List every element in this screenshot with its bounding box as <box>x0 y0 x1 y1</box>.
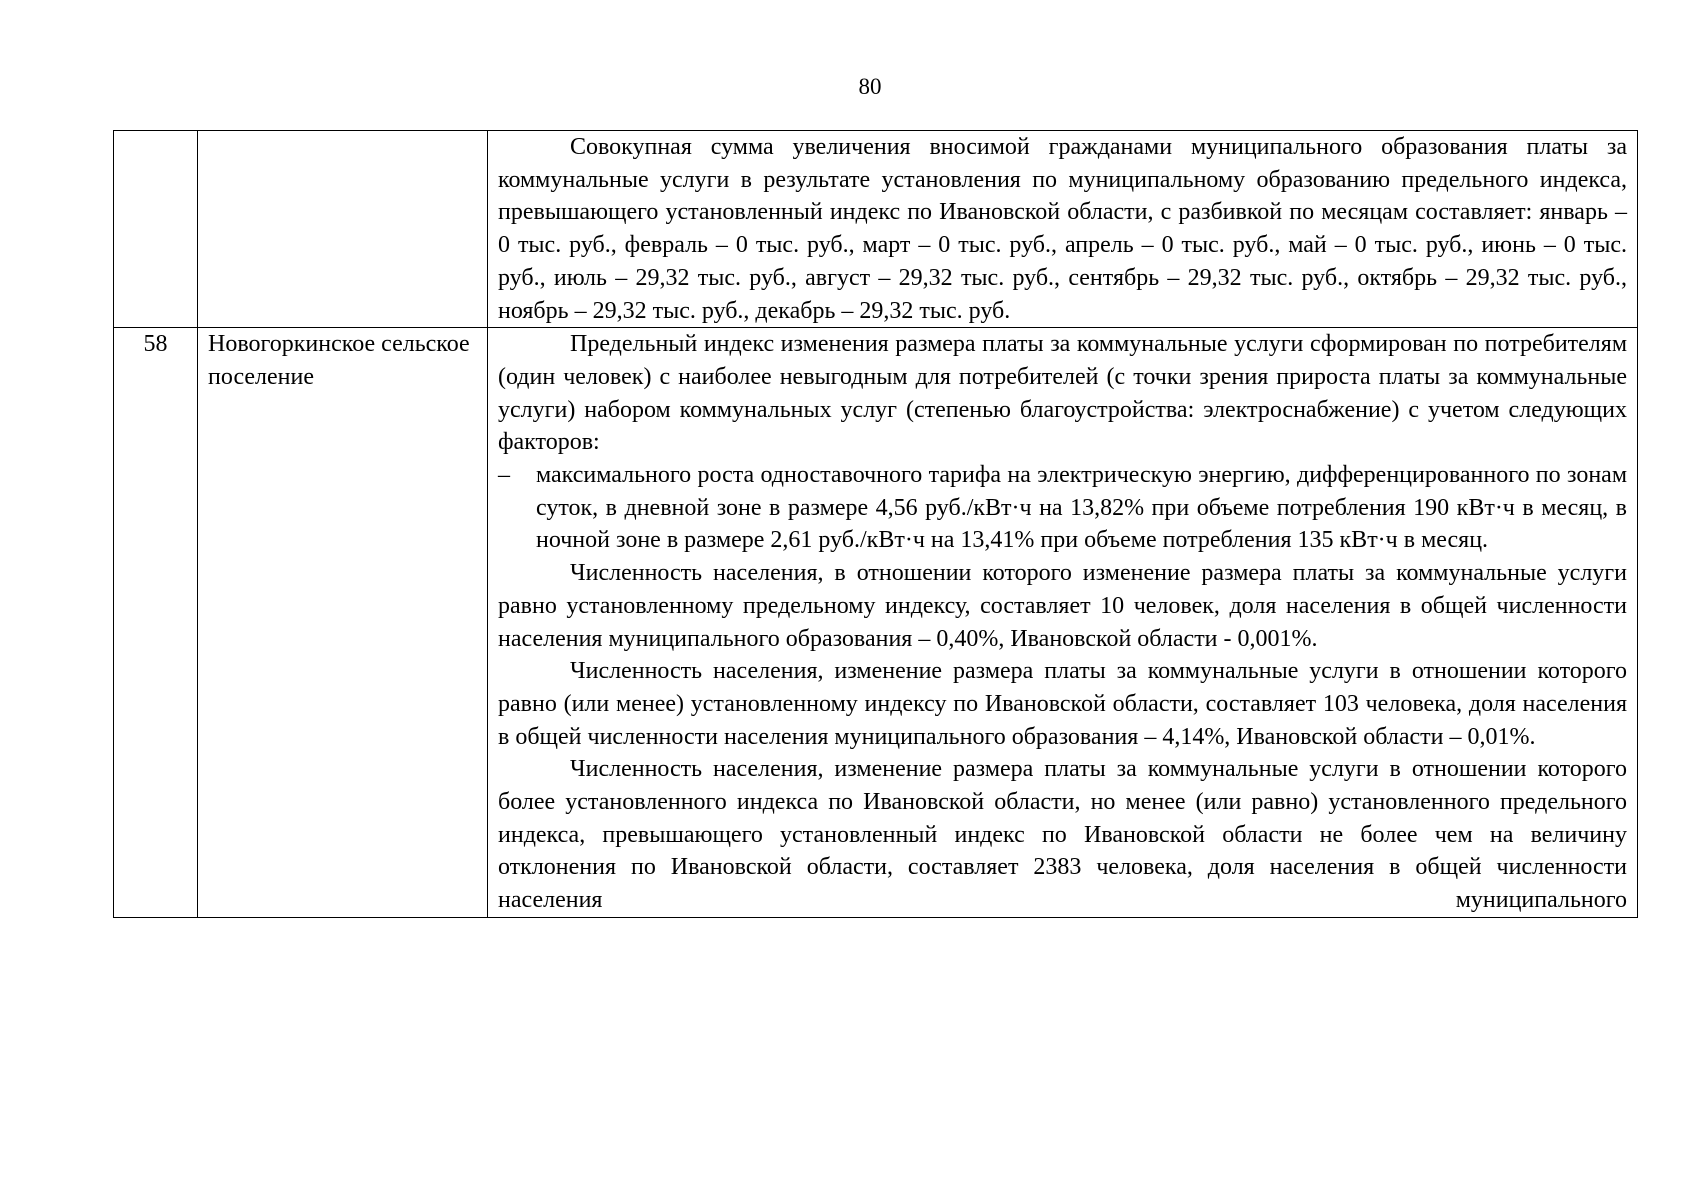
row-number-cell <box>114 131 198 328</box>
population-equal-limit-paragraph: Численность населения, в отношении которого изменение размера платы за коммунальные услуги равно установленному предельному индексу, составляет 10 человек, доля населения в общей численности населения муниципального образования – 0,40%, Ивановской области - 0,001%. <box>498 560 1627 652</box>
description-cell <box>488 131 1638 328</box>
total-increase-paragraph: Совокупная сумма увеличения вносимой гражданами муниципального образования платы за коммунальные услуги в результате установления по муниципальному образованию предельного индекса, превышающего установленный индекс по Ивановской области, с разбивкой по месяцам составляет: январь – 0 тыс. руб., февраль – 0 тыс. руб., март – 0 тыс. руб., апрель – 0 тыс. руб., май – 0 тыс. руб., июнь – 0 тыс. руб., июль – 29,32 тыс. руб., август – 29,32 тыс. руб., сентябрь – 29,32 тыс. руб., октябрь – 29,32 тыс. руб., ноябрь – 29,32 тыс. руб., декабрь – 29,32 тыс. руб. <box>498 134 1627 324</box>
factor-text: максимального роста одноставочного тарифа на электрическую энергию, дифференцированного по зонам суток, в дневной зоне в размере 4,56 руб./кВт·ч на 13,82% при объеме потребления 190 кВт·ч в месяц, в ночной зоне в размере 2,61 руб./кВт·ч на 13,41% при объеме потребления 135 кВт·ч в месяц. <box>536 462 1627 554</box>
municipality-name-cell <box>198 131 488 328</box>
index-intro-paragraph: Предельный индекс изменения размера платы за коммунальные услуги сформирован по потребителям (один человек) с наиболее невыгодным для потребителей (с точки зрения прироста платы за коммунальные услуги) набором коммунальных услуг (степенью благоустройства: электроснабжение) с учетом следующих факторов: <box>498 331 1627 456</box>
table-row <box>114 328 1638 918</box>
municipality-name-cell: Новогоркинское сельское поселение <box>198 328 488 918</box>
row-number-cell: 58 <box>114 328 198 918</box>
population-below-index-paragraph: Численность населения, изменение размера платы за коммунальные услуги в отношении которого равно (или менее) установленному индексу по Ивановской области, составляет 103 человека, доля населения в общей численности населения муниципального образования – 4,14%, Ивановской области – 0,01%. <box>498 658 1627 750</box>
municipal-index-table <box>113 130 1638 918</box>
page-number: 80 <box>858 74 882 99</box>
dash-bullet: – <box>498 462 510 489</box>
table-row <box>114 131 1638 328</box>
factor-list-item <box>498 459 1627 557</box>
population-between-indexes-paragraph: Численность населения, изменение размера платы за коммунальные услуги в отношении которого более установленного индекса по Ивановской области, но менее (или равно) установленного предельного индекса, превышающего установленный индекс по Ивановской области не более чем на величину отклонения по Ивановской области, составляет 2383 человека, доля населения в общей численности населения муниципального <box>498 756 1627 914</box>
description-cell <box>488 328 1638 918</box>
